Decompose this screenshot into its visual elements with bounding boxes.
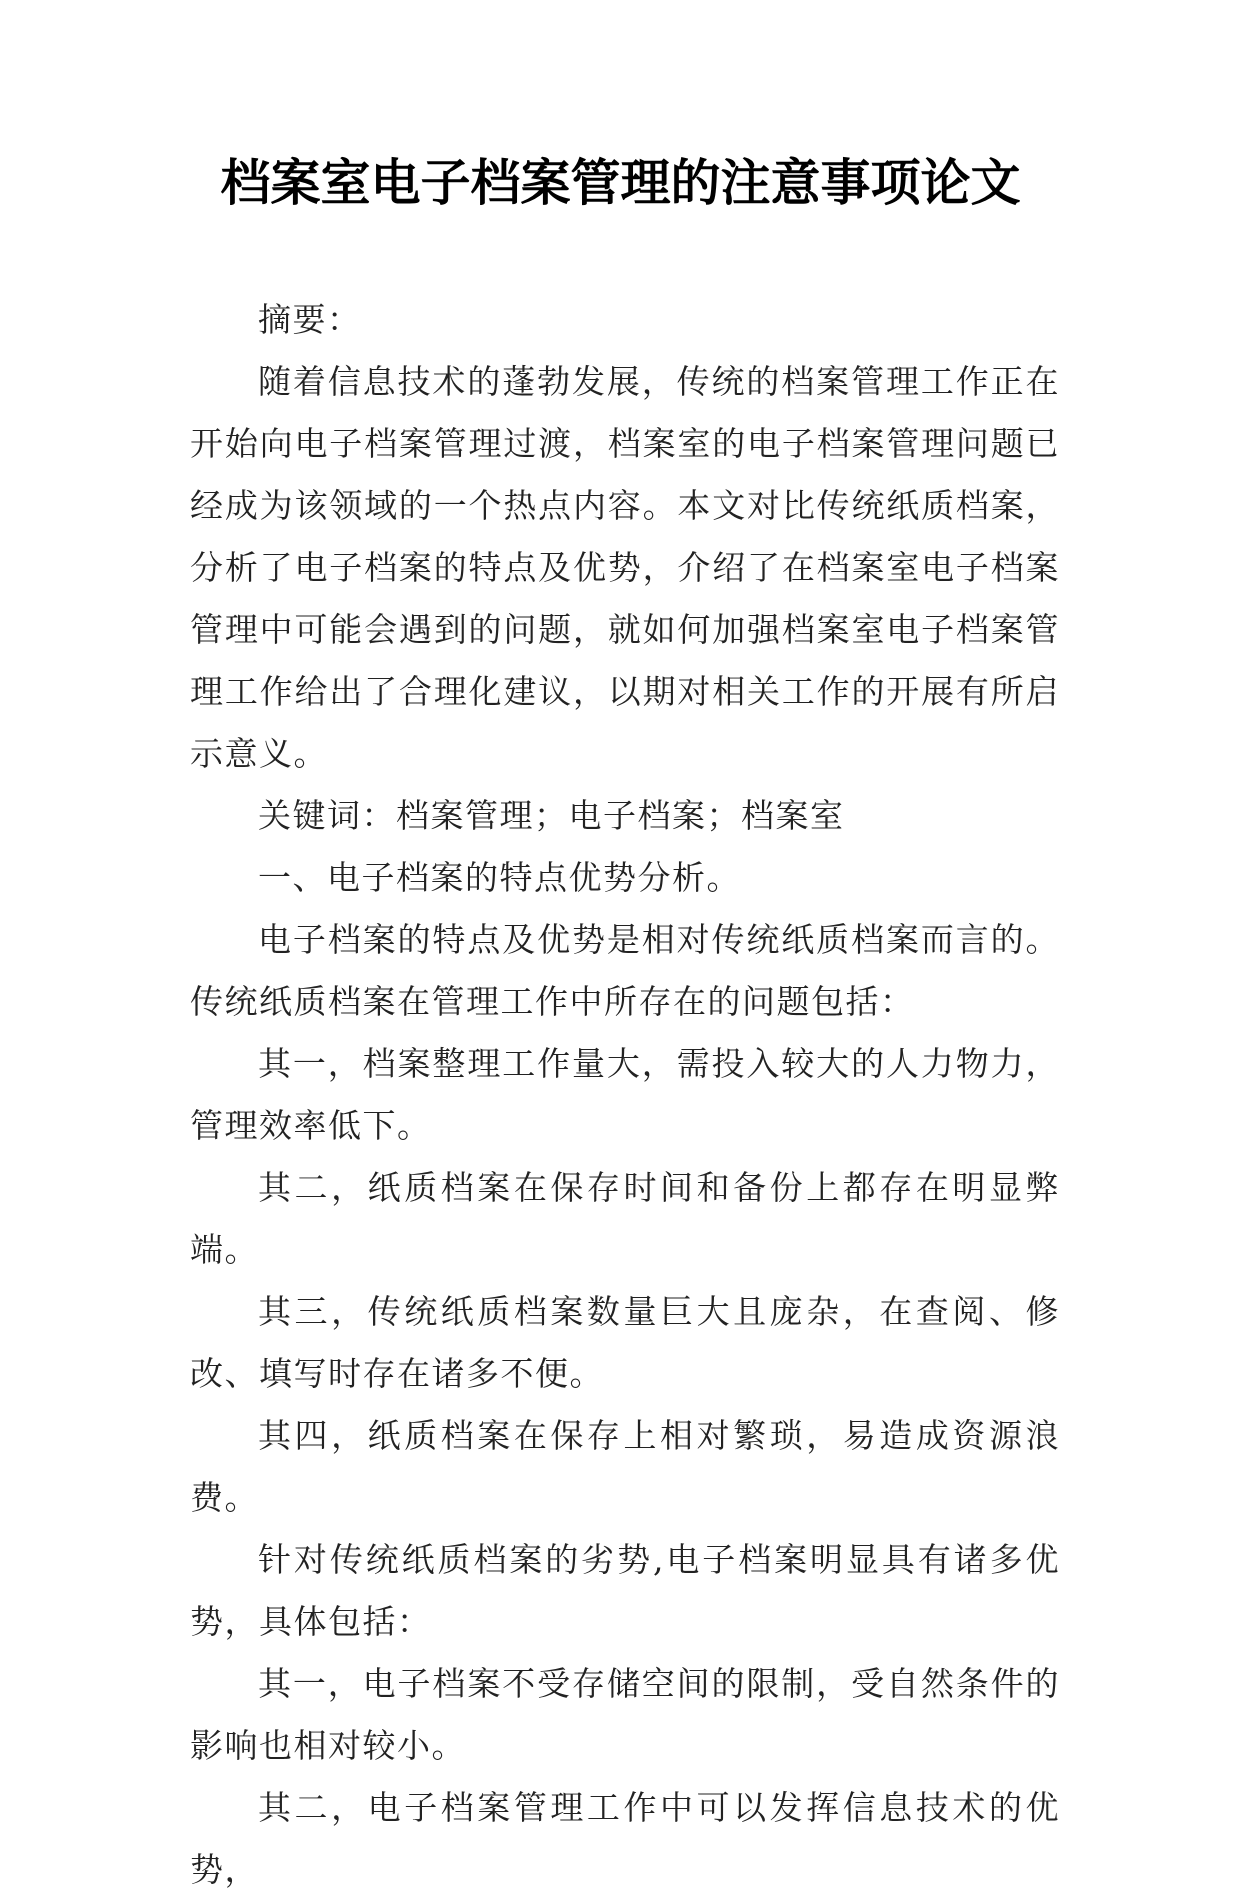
- body-paragraph: 其二，电子档案管理工作中可以发挥信息技术的优势，: [190, 1788, 1060, 1889]
- body-paragraph: 针对传统纸质档案的劣势,电子档案明显具有诸多优势，具体包括：: [190, 1540, 1060, 1641]
- document-body: [190, 289, 1060, 1901]
- body-paragraph: 其三，传统纸质档案数量巨大且庞杂，在查阅、修改、填写时存在诸多不便。: [190, 1292, 1060, 1393]
- document-title: 档案室电子档案管理的注意事项论文: [220, 154, 1021, 212]
- body-paragraph: 其一，档案整理工作量大，需投入较大的人力物力，管理效率低下。: [190, 1044, 1060, 1145]
- abstract-heading: 摘要：: [258, 300, 362, 339]
- body-paragraph: 其四，纸质档案在保存上相对繁琐，易造成资源浪费。: [190, 1416, 1060, 1517]
- body-paragraph: 其二，纸质档案在保存时间和备份上都存在明显弊端。: [190, 1168, 1060, 1269]
- body-paragraph: 其一，电子档案不受存储空间的限制，受自然条件的影响也相对较小。: [190, 1664, 1060, 1765]
- section-heading: 一、电子档案的特点优势分析。: [258, 858, 741, 897]
- keywords-line: 关键词：档案管理；电子档案；档案室: [258, 796, 845, 835]
- body-paragraph: 电子档案的特点及优势是相对传统纸质档案而言的。传统纸质档案在管理工作中所存在的问题包括：: [190, 920, 1060, 1021]
- abstract-paragraph: 随着信息技术的蓬勃发展，传统的档案管理工作正在开始向电子档案管理过渡，档案室的电子档案管理问题已经成为该领域的一个热点内容。本文对比传统纸质档案，分析了电子档案的特点及优势，介绍了在档案室电子档案管理中可能会遇到的问题，就如何加强档案室电子档案管理工作给出了合理化建议，以期对相关工作的开展有所启示意义。: [190, 362, 1060, 773]
